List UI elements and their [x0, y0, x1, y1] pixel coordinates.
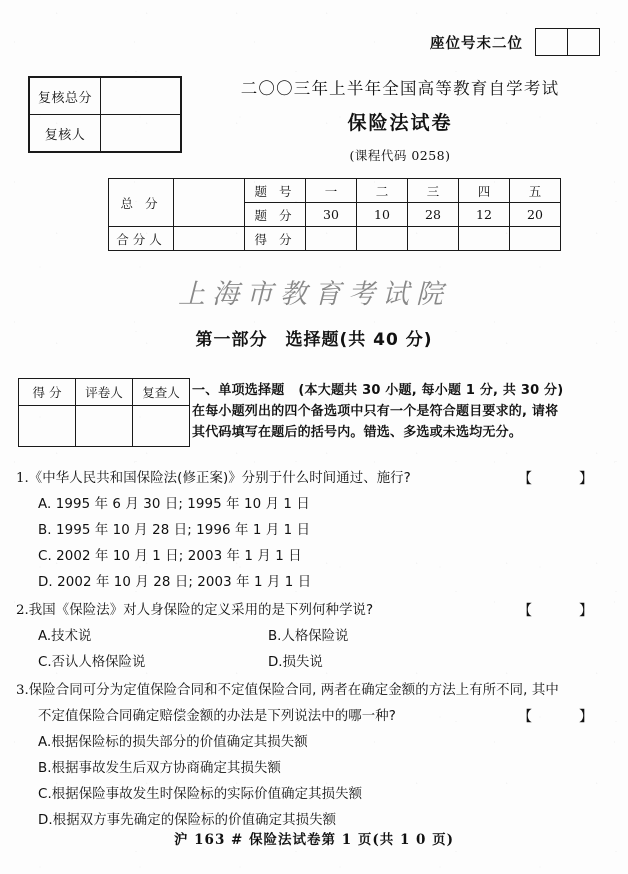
earned-score-2[interactable] — [357, 227, 408, 251]
answer-bracket[interactable] — [518, 704, 594, 730]
option-b[interactable]: B.人格保险说 — [268, 629, 349, 644]
row-header-earned-score: 得 分 — [245, 227, 306, 251]
bracket-open: 【 — [518, 603, 533, 619]
question-stem-line — [16, 466, 616, 492]
question-score-5: 20 — [510, 203, 561, 227]
question-score-2: 10 — [357, 203, 408, 227]
bracket-close: 】 — [579, 471, 594, 487]
row-header-question-score: 题 分 — [245, 203, 306, 227]
option-a[interactable]: A.根据保险标的损失部分的价值确定其损失额 — [38, 735, 308, 750]
question-number-5: 五 — [510, 179, 561, 203]
bracket-close: 】 — [579, 709, 594, 725]
total-score-label: 总 分 — [109, 179, 174, 227]
option-b[interactable]: B. 1995 年 10 月 28 日; 1996 年 1 月 1 日 — [38, 523, 311, 538]
total-score-value[interactable] — [174, 179, 245, 227]
section-instruction — [192, 380, 612, 443]
table-row — [30, 115, 181, 152]
grade-value-score[interactable] — [19, 406, 76, 447]
paper-title: 保险法试卷 — [347, 112, 453, 134]
question-stem-text-2: 不定值保险合同确定赔偿金额的办法是下列说法中的哪一种? — [38, 709, 396, 724]
part-heading — [0, 325, 628, 350]
exam-title: 二〇〇三年上半年全国高等教育自学考试 — [240, 79, 560, 98]
institution-stamp: 上海市教育考试院 — [178, 279, 450, 310]
question-stem-line-continued — [16, 704, 616, 730]
score-summary-table — [108, 178, 561, 251]
option-c[interactable]: C.根据保险事故发生时保险标的实际价值确定其损失额 — [38, 787, 363, 802]
table-row — [19, 406, 190, 447]
scorer-label: 合分人 — [109, 227, 174, 251]
question-stem-text: 我国《保险法》对人身保险的定义采用的是下列何种学说? — [28, 603, 374, 618]
part-label: 第一部分 — [195, 330, 268, 350]
question-number-2: 二 — [357, 179, 408, 203]
table-row — [109, 179, 561, 203]
bracket-close: 】 — [579, 603, 594, 619]
instruction-heading: 一、单项选择题 — [192, 383, 285, 398]
table-row — [109, 227, 561, 251]
seat-number-row — [0, 28, 628, 56]
option-list — [16, 492, 616, 596]
question-number: 2. — [16, 603, 29, 618]
question-score-1: 30 — [306, 203, 357, 227]
seat-number-label: 座位号末二位 — [430, 35, 523, 52]
seat-cell-2[interactable] — [567, 29, 599, 55]
option-b[interactable]: B.根据事故发生后双方协商确定其损失额 — [38, 761, 281, 776]
earned-score-4[interactable] — [459, 227, 510, 251]
question-score-4: 12 — [459, 203, 510, 227]
question-stem-line — [16, 598, 616, 624]
bracket-open: 【 — [518, 471, 533, 487]
question-item — [16, 466, 616, 596]
option-row — [38, 650, 616, 676]
earned-score-5[interactable] — [510, 227, 561, 251]
question-stem-text: 《中华人民共和国保险法(修正案)》分别于什么时间通过、施行? — [28, 471, 411, 486]
option-a[interactable]: A. 1995 年 6 月 30 日; 1995 年 10 月 1 日 — [38, 497, 310, 512]
option-list — [16, 730, 616, 834]
option-d[interactable]: D.损失说 — [268, 655, 323, 670]
page-footer: 沪 163 # 保险法试卷第 1 页(共 1 0 页) — [173, 832, 455, 848]
answer-bracket[interactable] — [518, 598, 594, 624]
grader-score-box — [18, 378, 190, 447]
grade-value-reviewer[interactable] — [133, 406, 190, 447]
table-row — [19, 379, 190, 406]
instruction-heading-line — [192, 380, 612, 401]
question-item — [16, 678, 616, 834]
question-number: 3. — [16, 683, 29, 698]
option-list — [16, 624, 616, 676]
header-titles — [195, 75, 605, 164]
review-total-label: 复核总分 — [30, 78, 101, 115]
earned-score-1[interactable] — [306, 227, 357, 251]
part-title: 选择题(共 40 分) — [285, 330, 433, 350]
option-row — [38, 624, 616, 650]
row-header-question-number: 题 号 — [245, 179, 306, 203]
question-number: 1. — [16, 471, 29, 486]
instruction-line-2: 在每小题列出的四个备选项中只有一个是符合题目要求的, 请将 — [192, 404, 559, 420]
question-list — [16, 466, 616, 836]
option-c[interactable]: C.否认人格保险说 — [38, 655, 146, 670]
scorer-value[interactable] — [174, 227, 245, 251]
instruction-scoring: (本大题共 30 小题, 每小题 1 分, 共 30 分) — [298, 383, 564, 398]
question-item — [16, 598, 616, 676]
option-a[interactable]: A.技术说 — [38, 629, 92, 644]
review-total-value[interactable] — [101, 78, 181, 115]
question-number-1: 一 — [306, 179, 357, 203]
reviewer-label: 复核人 — [30, 115, 101, 152]
option-d[interactable]: D.根据双方事先确定的保险标的价值确定其损失额 — [38, 813, 337, 828]
course-code: (课程代码 0258) — [349, 148, 451, 163]
instruction-line-3: 其代码填写在题后的括号内。错选、多选或未选均无分。 — [192, 425, 523, 441]
option-c[interactable]: C. 2002 年 10 月 1 日; 2003 年 1 月 1 日 — [38, 549, 302, 564]
grade-header-reviewer: 复查人 — [133, 379, 190, 406]
grade-header-grader: 评卷人 — [76, 379, 133, 406]
question-stem-text: 保险合同可分为定值保险合同和不定值保险合同, 两者在确定金额的方法上有所不同, 其中 — [28, 683, 559, 698]
earned-score-3[interactable] — [408, 227, 459, 251]
question-score-3: 28 — [408, 203, 459, 227]
seat-number-boxes — [535, 28, 600, 56]
bracket-open: 【 — [518, 709, 533, 725]
seat-cell-1[interactable] — [536, 29, 567, 55]
answer-bracket[interactable] — [518, 466, 594, 492]
reviewer-value[interactable] — [101, 115, 181, 152]
option-d[interactable]: D. 2002 年 10 月 28 日; 2003 年 1 月 1 日 — [38, 575, 312, 590]
review-score-box — [28, 76, 182, 153]
grade-header-score: 得 分 — [19, 379, 76, 406]
question-number-4: 四 — [459, 179, 510, 203]
table-row — [30, 78, 181, 115]
question-number-3: 三 — [408, 179, 459, 203]
grade-value-grader[interactable] — [76, 406, 133, 447]
question-stem-line — [16, 678, 616, 704]
